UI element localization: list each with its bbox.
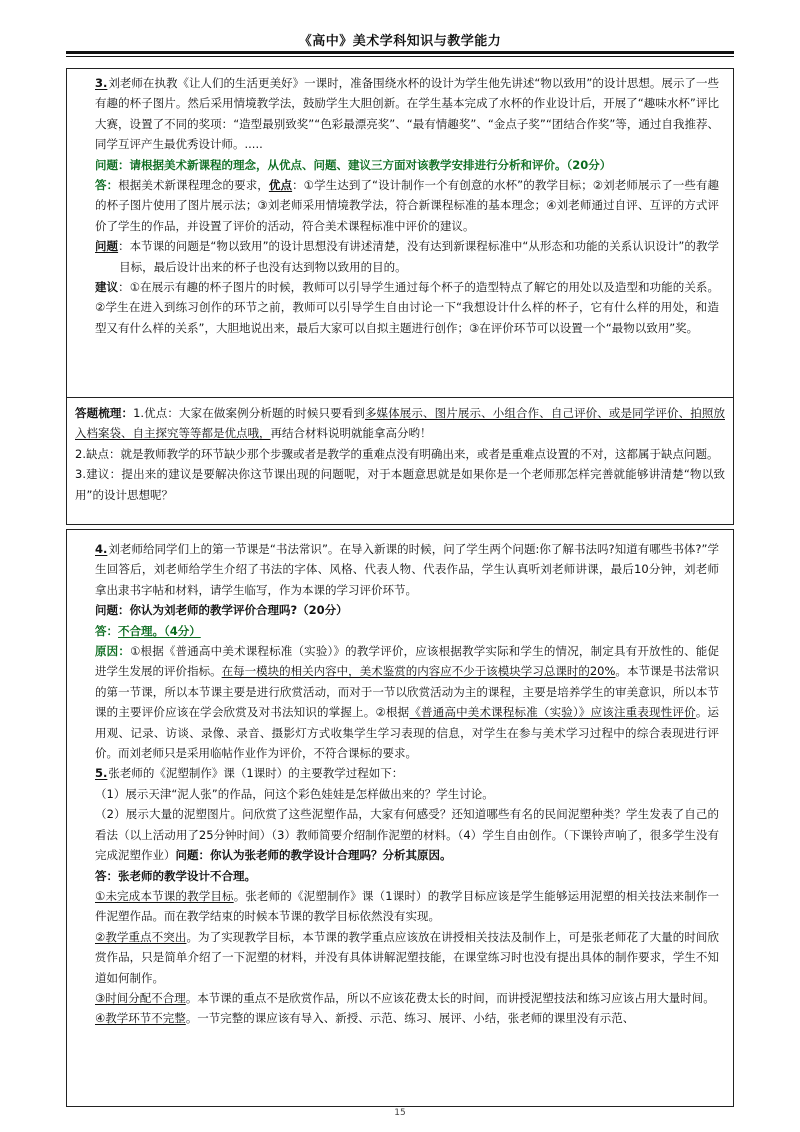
q5-reason-1-label: ①未完成本节课的教学目标 bbox=[95, 888, 234, 903]
q5-intro bbox=[95, 763, 719, 783]
q3-answer-strengths bbox=[95, 175, 719, 236]
review-point-2: 2.缺点：就是教师教学的环节缺少那个步骤或者是教学的重难点没有明确出来，或者是重难点设置的不对，这都属于缺点问题。 bbox=[75, 446, 719, 461]
q5-number: 5. bbox=[95, 766, 108, 781]
review-point-3: 3.建议：提出来的建议是要解决你这节课出现的问题呢，对于本题意思就是如果你是一个老师那怎样完善就能够讲清楚“物以致用”的设计思想呢？ bbox=[75, 467, 725, 502]
q5-reason-4-label: ④教学环节不完整 bbox=[95, 1011, 186, 1026]
q5-reason-4 bbox=[95, 1008, 719, 1028]
q5-question: 问题：你认为张老师的教学设计合理吗？分析其原因。 bbox=[175, 848, 452, 863]
q3-answer-intro: 根据美术新课程理念的要求， bbox=[118, 178, 269, 193]
q3-answer-label: 答： bbox=[95, 178, 119, 193]
q4-reason-1b: 。本节课是书法常识的第一节课，所以本节课主要是进行欣赏活动，而对于一节以欣赏活动为主的课程，主要是培养学生的审美意识，所以本节课的主要评价应该在学会欣赏及对书法知识的掌握上。②根据 bbox=[95, 664, 719, 720]
q3-suggestion bbox=[95, 277, 719, 338]
q3-scenario-text: 刘老师在执教《让人们的生活更美好》一课时，准备围绕水杯的设计为学生他先讲述“物以致用”的设计思想。展示了一些有趣的杯子图片。然后采用情境教学法，鼓励学生大胆创新。在学生基本完成了水杯的作业设计后，开展了“趣味水杯”评比大赛，设置了不同的奖项：“造型最别致奖”“色彩最漂亮奖”、“最有情趣奖”、“金点子奖”“团结合作奖”等，通过自我推荐、同学互评产生最优秀设计师。..... bbox=[95, 76, 719, 152]
q3-strength-text: ：①学生达到了“设计制作一个有创意的水杯”的教学目标；②刘老师展示了一些有趣的杯子图片使用了图片展示法；③刘老师采用情境教学法，符合新课程标准的基本理念；④刘老师通过自评、互评的方式评价了学生的作品，并设置了评价的活动，符合美术课程标准中评价的建议。 bbox=[95, 178, 720, 233]
q3-suggestion-label: 建议 bbox=[95, 280, 119, 295]
q4-answer bbox=[95, 621, 719, 641]
page-header-title: 《高中》美术学科知识与教学能力 bbox=[298, 34, 502, 49]
q4-answer-label: 答： bbox=[95, 623, 118, 638]
q5-reason-2-text: 。为了实现教学目标，本节课的教学重点应该放在讲授相关技法及制作上，可是张老师花了大量的时间欣赏作品，只是简单介绍了一下泥塑的材料，并没有具体讲解泥塑技能，在课堂练习时也没有提出具体的制作要求，学生不知道如何制作。 bbox=[95, 929, 720, 985]
q5-reason-3 bbox=[95, 988, 719, 1008]
q5-reason-1 bbox=[95, 886, 719, 927]
q4-reason-label: 原因： bbox=[95, 644, 131, 659]
question-3-box bbox=[66, 68, 734, 398]
header-rule bbox=[66, 51, 734, 54]
q4-reason bbox=[95, 641, 719, 763]
q5-reason-1-text: 。张老师的《泥塑制作》课（1课时）的教学目标应该是学生能够运用泥塑的相关技法来制作一件泥塑作品。而在教学结束的时候本节课的教学目标依然没有实现。 bbox=[95, 888, 720, 924]
review-label: 答题梳理： bbox=[75, 406, 134, 420]
q5-reason-2-label: ②教学重点不突出 bbox=[95, 929, 187, 944]
q3-strength-label: 优点 bbox=[268, 178, 293, 193]
answer-review-box bbox=[66, 397, 734, 525]
q3-suggestion-text: ：①在展示有趣的杯子图片的时候，教师可以引导学生通过每个杯子的造型特点了解它的用处以及造型和功能的关系。②学生在进入到练习创作的环节之前，教师可以引导学生自由讨论一下“我想设计什么样的杯子，它有什么样的用处，和造型又有什么样的关系”，大胆地说出来，最后大家可以自拟主题进行创作；③在评价环节可以设置一个“最物以致用”奖。 bbox=[95, 280, 720, 335]
q5-reason-3-text: 。本节课的重点不是欣赏作品，所以不应该花费太长的时间，而讲授泥塑技法和练习应该占用大量时间。 bbox=[185, 990, 715, 1005]
q3-number: 3. bbox=[95, 76, 108, 90]
q5-step-2-text: （2）展示大量的泥塑图片。问欣赏了这些泥塑作品，大家有何感受？还知道哪些有名的民间泥塑种类？学生发表了自己的看法（以上活动用了25分钟时间）（3）教师简要介绍制作泥塑的材料。（4）学生自由创作。（下课铃声响了，很多学生没有完成泥塑作业） bbox=[95, 807, 719, 863]
q3-problem-label: 问题 bbox=[95, 239, 119, 254]
q4-reason-2b: 。运用观、记录、访谈、录像、录音、摄影灯方式收集学生学习表现的信息，对学生在参与美术学习过程中的综合表现进行评价。而刘老师只是采用临帖作业作为评价，不符合课标的要求。 bbox=[95, 705, 719, 761]
page-number: 15 bbox=[394, 1108, 406, 1118]
q3-problem-text: ：本节课的问题是“物以致用”的设计思想没有讲述清楚，没有达到新课程标准中“从形态和功能的关系认识设计”的教学目标，最后设计出来的杯子也没有达到物以致用的目的。 bbox=[118, 239, 720, 274]
q5-intro-text: 张老师的《泥塑制作》课（1课时）的主要教学过程如下： bbox=[108, 766, 404, 781]
q5-step-1: （1）展示天津“泥人张”的作品，问这个彩色娃娃是怎样做出来的？学生讨论。 bbox=[95, 786, 494, 801]
q3-scenario bbox=[95, 73, 719, 155]
review-p1-post: 再结合材料说明就能拿高分哟！ bbox=[270, 426, 432, 441]
q5-reason-2 bbox=[95, 927, 719, 988]
q4-reason-1a: ①根据《普通高中美术课程标准（实验）》的教学评价，应该根据教学实际和学生的情况，制定具有开放性的、能促进学生发展的评价指标。 bbox=[95, 644, 719, 679]
question-4-5-box bbox=[66, 529, 734, 1107]
q4-scenario bbox=[95, 539, 719, 600]
review-point-1 bbox=[75, 403, 725, 444]
header-rule-thin bbox=[66, 56, 734, 57]
q3-problem bbox=[95, 236, 719, 277]
q5-reason-4-text: 。一节完整的课应该有导入、新授、示范、练习、展评、小结，张老师的课里没有示范、 bbox=[185, 1011, 635, 1026]
q4-answer-verdict: 不合理。（4分） bbox=[118, 623, 201, 638]
q4-question: 问题：你认为刘老师的教学评价合理吗?（20分） bbox=[95, 603, 348, 618]
q5-step-2 bbox=[95, 804, 719, 865]
q4-reason-2-underlined: 《普通高中美术课程标准（实验）》应该注重表现性评价 bbox=[409, 705, 696, 720]
q4-scenario-text: 刘老师给同学们上的第一节课是“书法常识”。在导入新课的时候，问了学生两个问题:你了解书法吗?知道有哪些书体?”学生回答后，刘老师给学生介绍了书法的字体、风格、代表人物、代表作品，学生认真听刘老师讲课，最后10分钟，刘老师拿出隶书字帖和材料，请学生临写，作为本课的学习评价环节。 bbox=[95, 542, 719, 597]
q3-question: 问题：请根据美术新课程的理念，从优点、问题、建议三方面对该教学安排进行分析和评价。（20分） bbox=[95, 157, 612, 172]
q4-reason-1-underlined: 在每一模块的相关内容中，美术鉴赏的内容应不少于该模块学习总课时的20% bbox=[221, 664, 616, 679]
q4-number: 4. bbox=[95, 542, 108, 556]
q5-reason-3-label: ③时间分配不合理 bbox=[95, 990, 186, 1005]
review-p1-pre: 1.优点：大家在做案例分析题的时候只要看到 bbox=[133, 406, 365, 420]
review-p1-underlined: 多媒体展示、图片展示、小组合作、自己评价、或是同学评价、拍照放入档案袋、自主探究等等都是优点哦， bbox=[75, 406, 725, 441]
q5-answer: 答：张老师的教学设计不合理。 bbox=[95, 868, 256, 883]
